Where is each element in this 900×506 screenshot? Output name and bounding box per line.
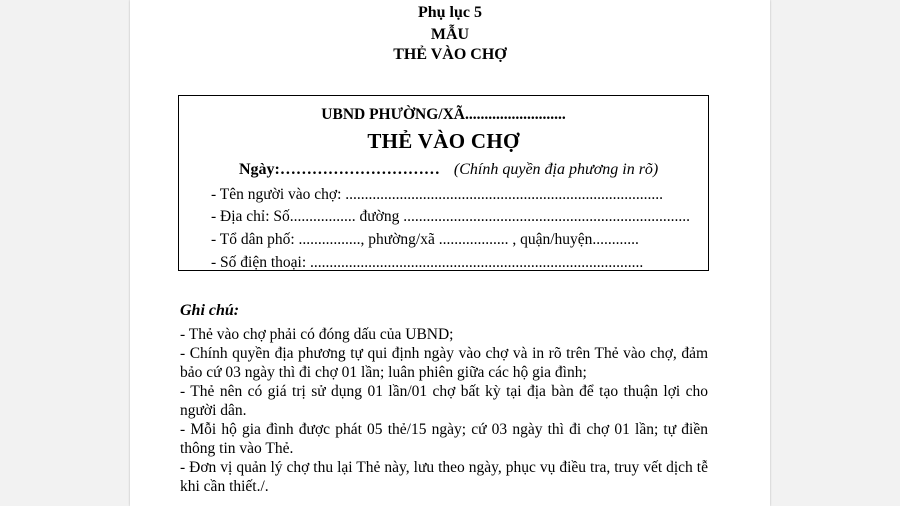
- card-title: THẺ VÀO CHỢ: [367, 129, 520, 153]
- card-date: [239, 161, 658, 179]
- note-item: - Thẻ vào chợ phải có đóng dấu của UBND;: [180, 326, 454, 343]
- field-visitor-name: - Tên người vào chợ: ..................................................................................: [211, 186, 664, 203]
- note-item: - Chính quyền địa phương tự qui định ngày vào chợ và in rõ trên Thẻ vào chợ, đảm bảo cứ 03 ngày thì đi chợ 01 lần; luân phiên giữa các hộ gia đình;: [180, 345, 708, 381]
- document-page: [130, 0, 770, 506]
- field-residential-group: - Tổ dân phố: ................, phường/xã .................. , quận/huyện............: [211, 231, 639, 248]
- field-address: - Địa chỉ: Số................. đường ..........................................................................: [211, 208, 691, 225]
- note-item: - Thẻ nên có giá trị sử dụng 01 lần/01 chợ bất kỳ tại địa bàn để tạo thuận lợi cho người dân.: [180, 383, 708, 419]
- card-date-label: Ngày:…………………………: [239, 161, 440, 178]
- form-name: THẺ VÀO CHỢ: [393, 46, 507, 63]
- note-item: - Đơn vị quản lý chợ thu lại Thẻ này, lưu theo ngày, phục vụ điều tra, truy vết dịch tễ khi cần thiết./.: [180, 459, 708, 495]
- note-item: - Mỗi hộ gia đình được phát 05 thẻ/15 ngày; cứ 03 ngày thì đi chợ 01 lần; tự điền thông tin vào Thẻ.: [180, 421, 708, 457]
- card-agency: UBND PHƯỜNG/XÃ..........................: [321, 106, 566, 123]
- appendix-label: Phụ lục 5: [417, 4, 482, 21]
- card-date-note: (Chính quyền địa phương in rõ): [453, 161, 659, 178]
- notes-list: [180, 325, 708, 496]
- field-phone: - Số điện thoại: ......................................................................................: [211, 254, 644, 271]
- market-pass-card: [178, 95, 709, 271]
- form-label: MẪU: [430, 26, 470, 43]
- notes-title: Ghi chú:: [180, 302, 240, 319]
